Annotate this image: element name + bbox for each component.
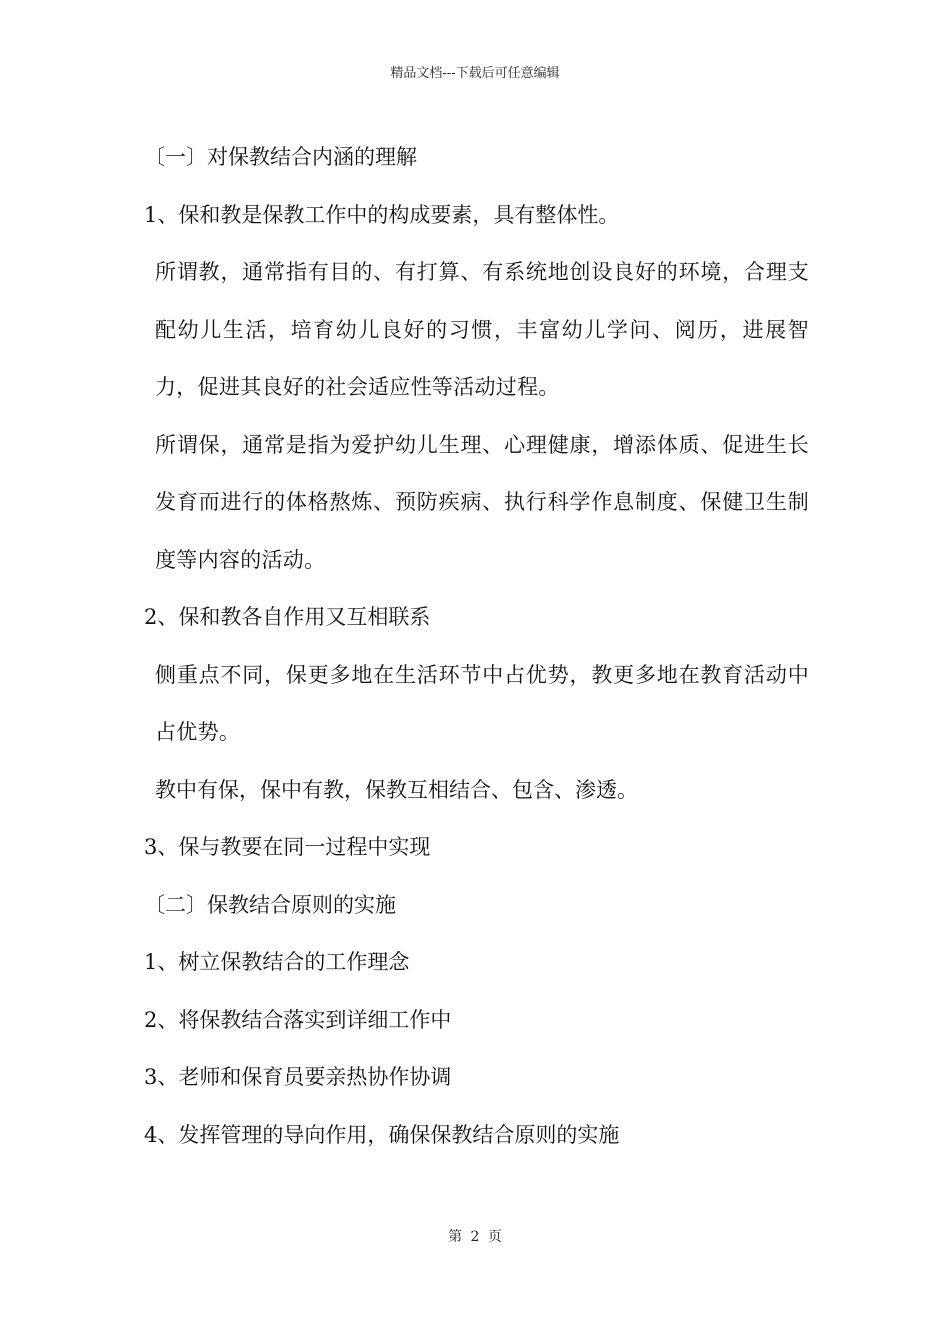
page-number: 第 2 页: [448, 1229, 502, 1245]
section-heading-1: 〔一〕对保教结合内涵的理解: [144, 145, 417, 169]
list-item-7: 4、发挥管理的导向作用，确保保教结合原则的实施: [144, 1122, 620, 1147]
list-item-6: 3、老师和保育员要亲热协作协调: [144, 1065, 452, 1089]
paragraph-jiao-definition: 所谓教，通常指有目的、有打算、有系统地创设良好的环境，合理支配幼儿生活，培育幼儿良好的习惯，丰富幼儿学问、阅历，进展智力，促进其良好的社会适应性等活动过程。: [155, 260, 809, 399]
paragraph-bao-definition: 所谓保，通常是指为爱护幼儿生理、心理健康，增添体质、促进生长发育而进行的体格熬炼、预防疾病、执行科学作息制度、保健卫生制度等内容的活动。: [155, 432, 809, 572]
paragraph-emphasis: 侧重点不同，保更多地在生活环节中占优势，教更多地在教育活动中占优势。: [155, 662, 809, 744]
paragraph-integration: 教中有保，保中有教，保教互相结合、包含、渗透。: [155, 777, 638, 802]
list-item-4: 1、树立保教结合的工作理念: [144, 950, 410, 974]
page-header: 精品文档---下载后可任意编辑: [390, 66, 560, 81]
section-heading-2: 〔二〕保教结合原则的实施: [144, 892, 396, 917]
document-body: [144, 129, 809, 1164]
list-item-3: 3、保与教要在同一过程中实现: [144, 835, 431, 859]
list-item-2: 2、保和教各自作用又互相联系: [144, 605, 431, 629]
list-item-5: 2、将保教结合落实到详细工作中: [144, 1007, 452, 1032]
list-item-1: 1、保和教是保教工作中的构成要素，具有整体性。: [144, 202, 620, 227]
